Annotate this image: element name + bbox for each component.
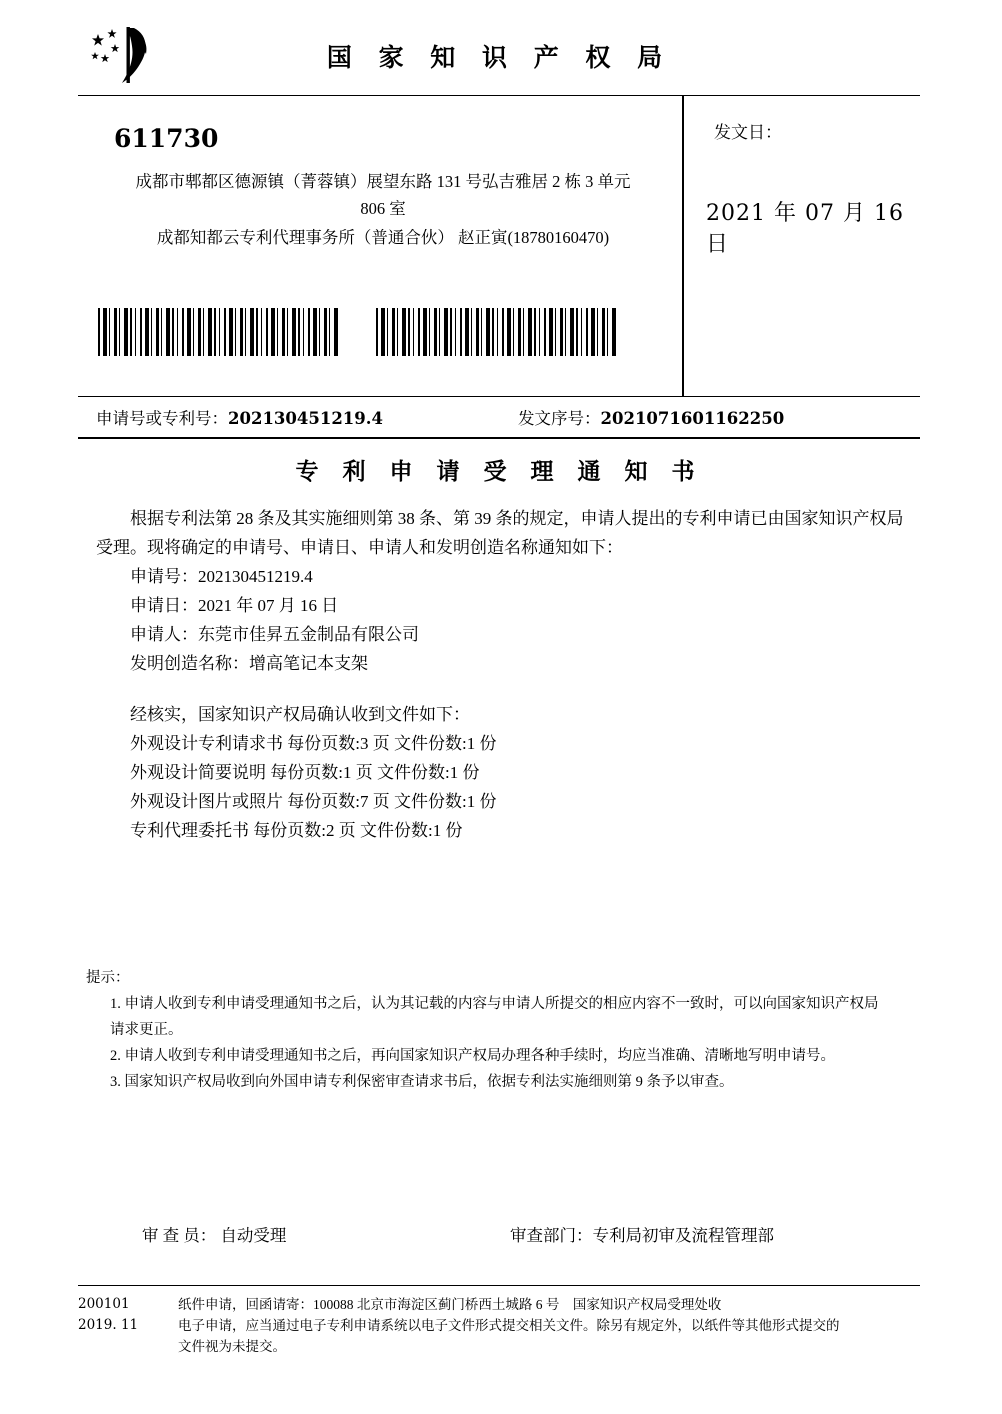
footer-row	[78, 1336, 920, 1357]
footer-text: 文件视为未提交。	[178, 1339, 286, 1354]
footer-row	[78, 1294, 920, 1315]
department-label: 审查部门：	[510, 1226, 593, 1245]
field-applicant: 申请人：东莞市佳昇五金制品有限公司	[130, 625, 419, 644]
addressee-block	[78, 96, 920, 397]
document-item: 外观设计图片或照片 每份页数:7 页 文件份数:1 份	[130, 792, 497, 811]
address-line-2: 806 室	[360, 199, 406, 218]
office-title: 国 家 知 识 产 权 局	[326, 43, 672, 72]
field-filing-date: 申请日：2021 年 07 月 16 日	[130, 596, 339, 615]
issue-date-value: 2021 年 07 月 16 日	[706, 201, 904, 257]
footer-code: 2019. 11	[78, 1317, 139, 1333]
document-body	[78, 504, 920, 845]
document-item: 专利代理委托书 每份页数:2 页 文件份数:1 份	[130, 821, 463, 840]
examiner-field	[142, 1222, 286, 1246]
serial-number-value: 2021071601162250	[600, 409, 785, 428]
documents-intro: 经核实，国家知识产权局确认收到文件如下：	[130, 705, 470, 724]
application-number	[96, 405, 383, 429]
barcode-serial-number	[376, 308, 618, 356]
document-item: 外观设计简要说明 每份页数:1 页 文件份数:1 份	[130, 763, 480, 782]
tips-section	[86, 965, 916, 1095]
examiner-value: 自动受理	[220, 1226, 287, 1245]
document-footer	[78, 1285, 920, 1357]
footer-row	[78, 1315, 920, 1336]
tip-item-1: 1. 申请人收到专利申请受理通知书之后，认为其记载的内容与申请人所提交的相应内容不一致时，可以向国家知识产权局	[110, 996, 879, 1012]
serial-number-label: 发文序号：	[518, 409, 601, 428]
issue-date-label: 发文日：	[714, 123, 782, 142]
field-invention-title: 发明创造名称：增高笔记本支架	[130, 654, 368, 673]
tip-item-3: 3. 国家知识产权局收到向外国申请专利保密审查请求书后，依据专利法实施细则第 9 条予以审查。	[110, 1074, 734, 1090]
tip-item-2: 2. 申请人收到专利申请受理通知书之后，再向国家知识产权局办理各种手续时，均应当准确、清晰地写明申请号。	[110, 1048, 835, 1064]
department-value: 专利局初审及流程管理部	[592, 1226, 774, 1245]
vertical-divider	[682, 96, 684, 396]
numbers-row	[78, 397, 920, 439]
document-item: 外观设计专利请求书 每份页数:3 页 文件份数:1 份	[130, 734, 497, 753]
field-application-number: 申请号：202130451219.4	[130, 567, 313, 586]
department-field	[510, 1222, 774, 1246]
document-header	[78, 10, 920, 96]
application-number-label: 申请号或专利号：	[96, 409, 228, 428]
address-line-1: 成都市郫都区德源镇（菁蓉镇）展望东路 131 号弘吉雅居 2 栋 3 单元	[135, 172, 631, 191]
footer-text: 电子申请，应当通过电子专利申请系统以电子文件形式提交相关文件。除另有规定外，以纸件等其他形式提交的	[178, 1318, 840, 1333]
agent-line: 成都知都云专利代理事务所（普通合伙） 赵正寅(18780160470)	[156, 228, 610, 247]
footer-text: 纸件申请，回函请寄：100088 北京市海淀区蓟门桥西土城路 6 号 国家知识产权局受理处收	[178, 1297, 722, 1312]
serial-number	[518, 405, 784, 429]
application-number-value: 202130451219.4	[228, 409, 383, 428]
addressee-address	[98, 168, 668, 222]
body-paragraph: 根据专利法第 28 条及其实施细则第 38 条、第 39 条的规定，申请人提出的专利申请已由国家知识产权局受理。现将确定的申请号、申请日、申请人和发明创造名称通知如下：	[96, 509, 904, 557]
footer-code: 200101	[78, 1296, 130, 1312]
barcode-application-number	[98, 308, 340, 356]
receipt-number: 611730	[114, 124, 219, 153]
notice-sheet	[78, 10, 920, 1390]
examiner-label: 审 查 员：	[142, 1226, 217, 1245]
tips-heading: 提示：	[86, 970, 130, 986]
tip-item-1-cont: 请求更正。	[110, 1022, 183, 1038]
document-title: 专 利 申 请 受 理 通 知 书	[295, 458, 703, 485]
